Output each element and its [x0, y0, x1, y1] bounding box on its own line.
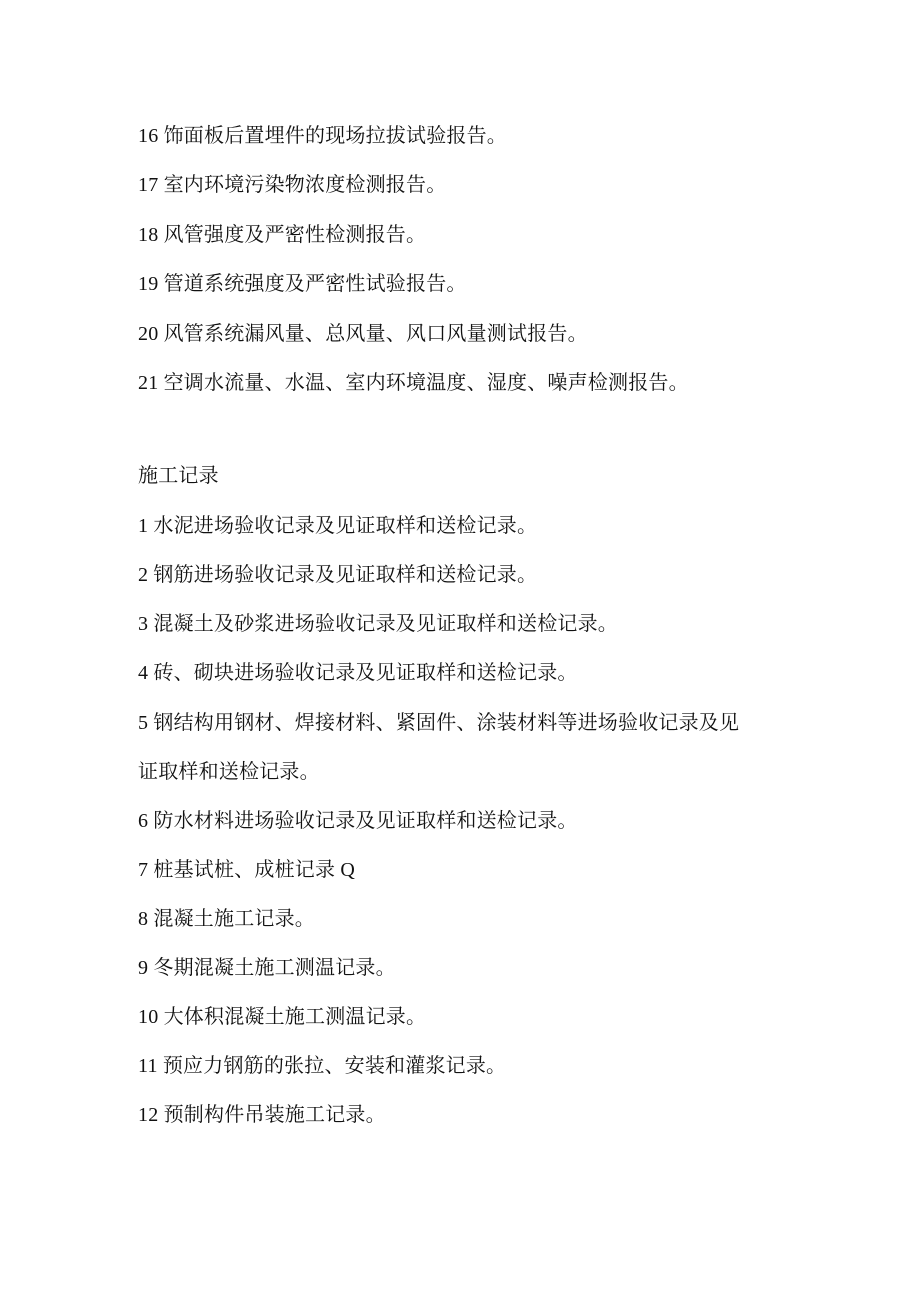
list-item: 11 预应力钢筋的张拉、安装和灌浆记录。 [138, 1055, 507, 1077]
section-heading: 施工记录 [138, 465, 219, 487]
list-item: 9 冬期混凝土施工测温记录。 [138, 957, 396, 979]
list-item: 5 钢结构用钢材、焊接材料、紧固件、涂装材料等进场验收记录及见 [138, 712, 740, 734]
list-item: 7 桩基试桩、成桩记录 Q [138, 859, 356, 881]
list-item: 18 风管强度及严密性检测报告。 [138, 224, 427, 246]
list-item: 10 大体积混凝土施工测温记录。 [138, 1006, 427, 1028]
list-item: 8 混凝土施工记录。 [138, 908, 315, 930]
list-item: 4 砖、砌块进场验收记录及见证取样和送检记录。 [138, 662, 578, 684]
list-item: 19 管道系统强度及严密性试验报告。 [138, 273, 467, 295]
list-item: 17 室内环境污染物浓度检测报告。 [138, 174, 447, 196]
list-item: 2 钢筋进场验收记录及见证取样和送检记录。 [138, 564, 538, 586]
list-item: 12 预制构件吊装施工记录。 [138, 1104, 386, 1126]
list-item: 20 风管系统漏风量、总风量、风口风量测试报告。 [138, 323, 588, 345]
list-item: 16 饰面板后置埋件的现场拉拔试验报告。 [138, 125, 507, 147]
list-item: 21 空调水流量、水温、室内环境温度、湿度、噪声检测报告。 [138, 372, 689, 394]
list-item: 3 混凝土及砂浆进场验收记录及见证取样和送检记录。 [138, 613, 618, 635]
list-item: 6 防水材料进场验收记录及见证取样和送检记录。 [138, 810, 578, 832]
list-item-continuation: 证取样和送检记录。 [138, 761, 320, 783]
list-item: 1 水泥进场验收记录及见证取样和送检记录。 [138, 515, 538, 537]
